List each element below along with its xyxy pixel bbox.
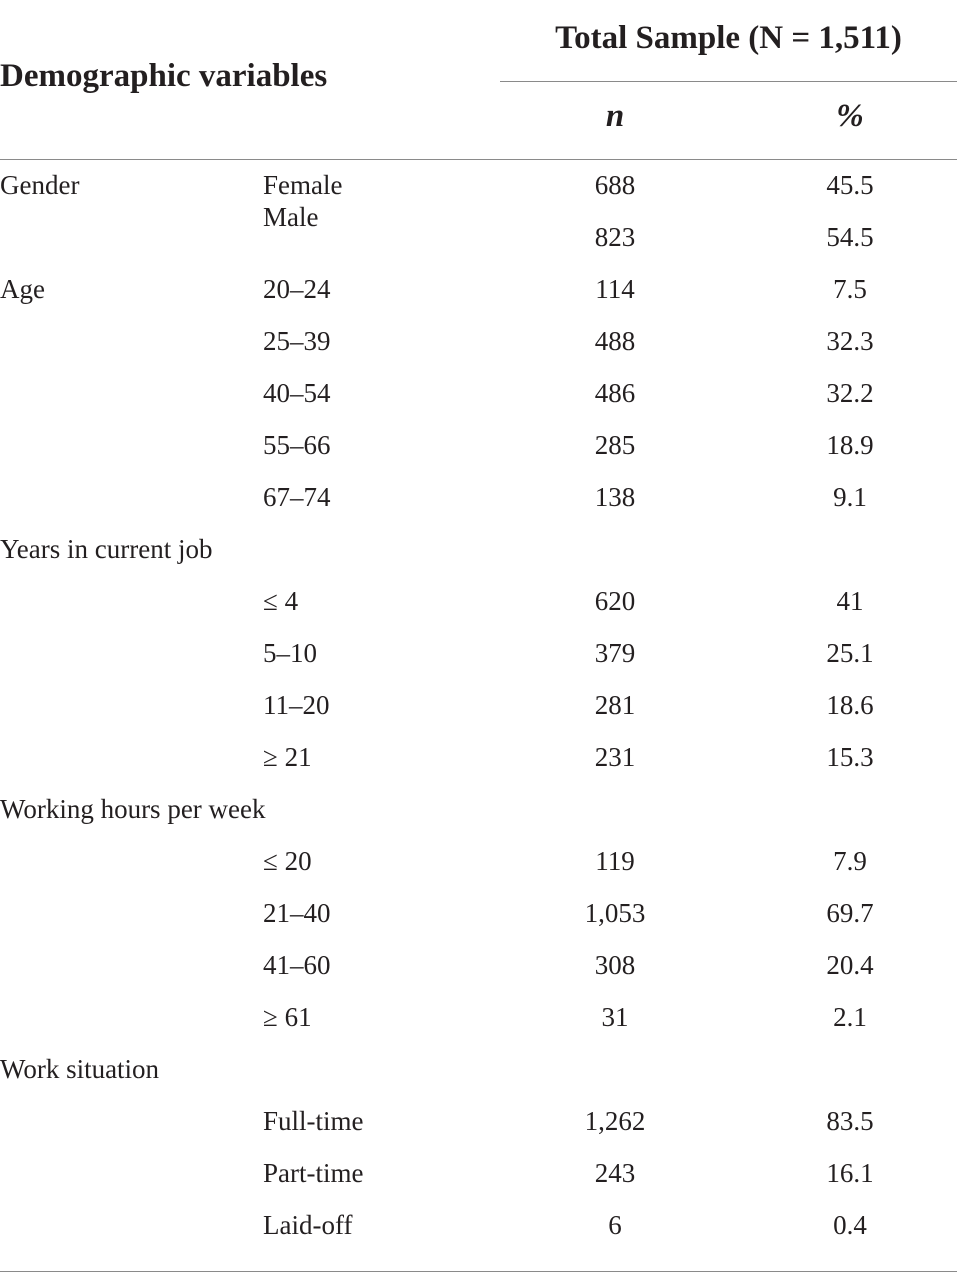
row-n: 138	[594, 482, 636, 512]
row-n: 119	[595, 846, 635, 876]
row-category: ≥ 61	[263, 1002, 312, 1032]
row-percent: 18.9	[826, 430, 874, 460]
row-n: 6	[608, 1210, 622, 1240]
group-label-work-situation: Work situation	[0, 1054, 160, 1084]
row-category: Male	[263, 202, 319, 232]
row-category: 40–54	[263, 378, 331, 408]
row-category: Full-time	[263, 1106, 364, 1136]
total-sample-header: Total Sample (N = 1,511)	[555, 20, 902, 56]
row-percent: 9.1	[833, 482, 867, 512]
row-n: 285	[594, 430, 636, 460]
group-label-years-in-job: Years in current job	[0, 534, 213, 564]
row-n: 231	[594, 742, 636, 772]
row-n: 308	[594, 950, 636, 980]
row-percent: 45.5	[826, 170, 874, 200]
row-percent: 41	[836, 586, 864, 616]
percent-column-header: %	[836, 98, 864, 134]
row-percent: 54.5	[826, 222, 874, 252]
row-n: 379	[594, 638, 636, 668]
group-label-working-hours: Working hours per week	[0, 794, 266, 824]
row-percent: 16.1	[826, 1158, 874, 1188]
row-n: 486	[594, 378, 636, 408]
row-category: 20–24	[263, 274, 331, 304]
row-percent: 18.6	[826, 690, 874, 720]
row-percent: 15.3	[826, 742, 874, 772]
table-bottom-rule	[0, 1271, 957, 1272]
row-n: 1,053	[584, 898, 646, 928]
row-percent: 2.1	[833, 1002, 867, 1032]
row-percent: 83.5	[826, 1106, 874, 1136]
row-n: 488	[594, 326, 636, 356]
row-percent: 32.2	[826, 378, 874, 408]
row-category: 21–40	[263, 898, 331, 928]
row-category: Laid-off	[263, 1210, 353, 1240]
demographic-variables-header: Demographic variables	[0, 58, 328, 94]
row-category: 41–60	[263, 950, 331, 980]
row-percent: 32.3	[826, 326, 874, 356]
row-n: 688	[594, 170, 636, 200]
row-percent: 7.9	[833, 846, 867, 876]
row-category: 5–10	[263, 638, 317, 668]
row-n: 114	[595, 274, 635, 304]
row-n: 620	[594, 586, 636, 616]
body-top-rule	[0, 159, 957, 160]
row-n: 31	[601, 1002, 629, 1032]
group-label-age: Age	[0, 274, 45, 304]
row-category: 11–20	[263, 690, 330, 720]
row-category: ≤ 20	[263, 846, 312, 876]
row-n: 823	[594, 222, 636, 252]
row-category: 55–66	[263, 430, 331, 460]
row-percent: 25.1	[826, 638, 874, 668]
row-category: Female	[263, 170, 343, 200]
row-percent: 20.4	[826, 950, 874, 980]
row-category: ≤ 4	[263, 586, 299, 616]
row-category: 67–74	[263, 482, 331, 512]
row-percent: 0.4	[833, 1210, 867, 1240]
header-rule	[500, 81, 957, 82]
row-percent: 7.5	[833, 274, 867, 304]
row-category: 25–39	[263, 326, 331, 356]
group-label-gender: Gender	[0, 170, 80, 200]
n-column-header: n	[605, 98, 625, 134]
row-n: 281	[594, 690, 636, 720]
row-category: Part-time	[263, 1158, 364, 1188]
row-category: ≥ 21	[263, 742, 312, 772]
row-percent: 69.7	[826, 898, 874, 928]
row-n: 1,262	[584, 1106, 646, 1136]
row-n: 243	[594, 1158, 636, 1188]
